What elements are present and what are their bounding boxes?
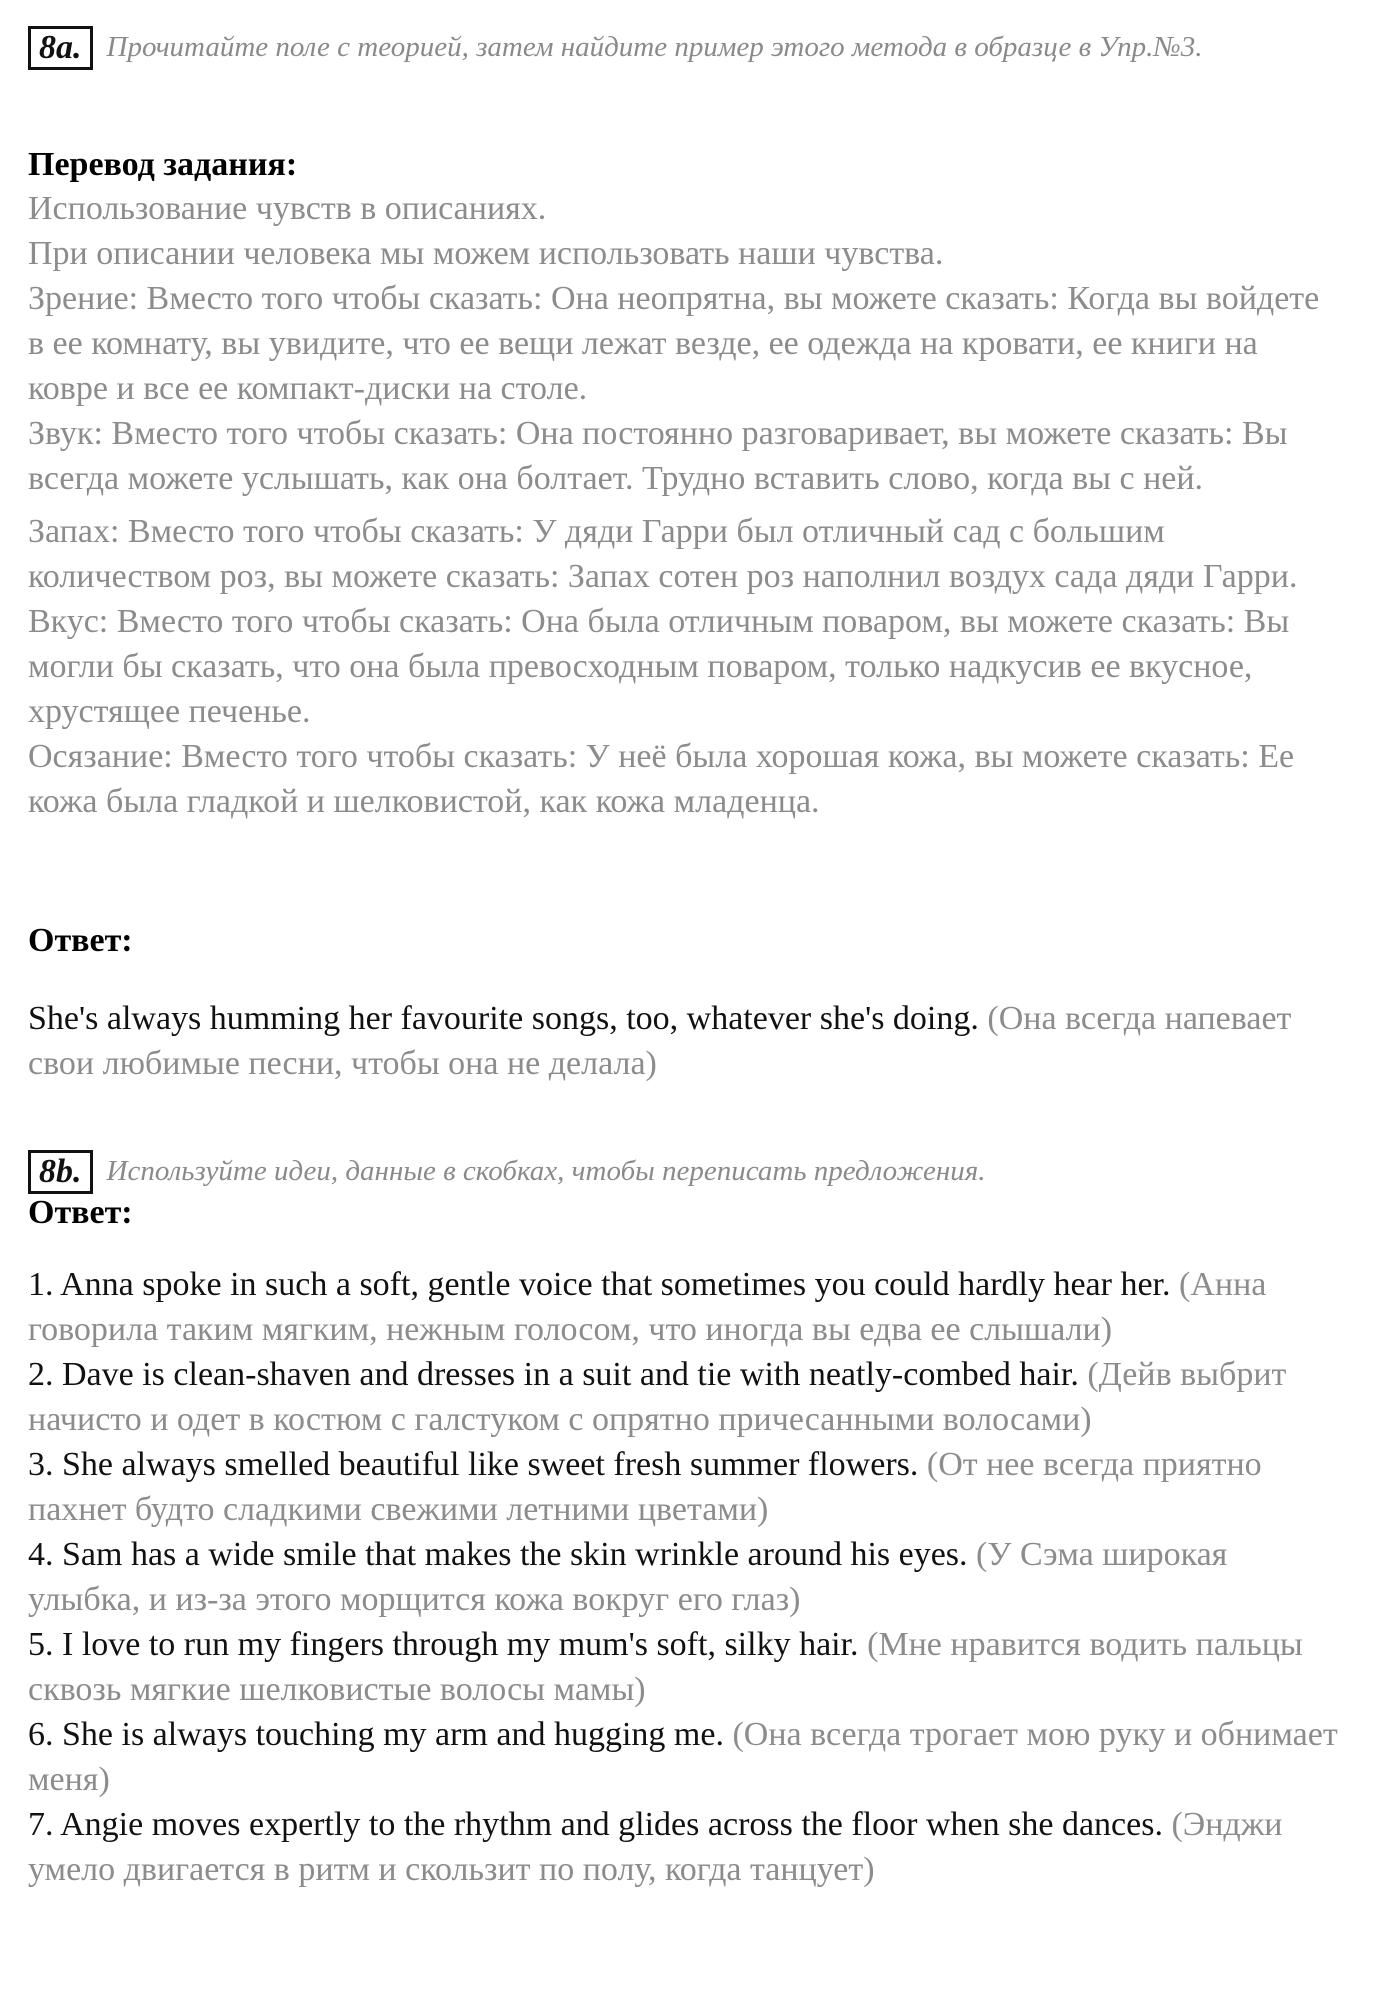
answer-russian: (У Сэма широкая улыбка, и из-за этого морщится кожа вокруг его глаз) xyxy=(28,1536,1228,1618)
answer-item xyxy=(28,1532,1343,1622)
translation-line: Зрение: Вместо того чтобы сказать: Она неопрятна, вы можете сказать: Когда вы войдете в ее комнату, вы увидите, что ее вещи лежат везде, ее одежда на кровати, ее книги на ковре и все ее компакт-диски на столе. xyxy=(28,280,1320,407)
answer-russian: (От нее всегда приятно пахнет будто сладкими свежими летними цветами) xyxy=(28,1446,1262,1528)
translation-line: Осязание: Вместо того чтобы сказать: У неё была хорошая кожа, вы можете сказать: Ее кожа была гладкой и шелковистой, как кожа младенца. xyxy=(28,738,1295,820)
translation-line: При описании человека мы можем использовать наши чувства. xyxy=(28,235,944,272)
task-8a-instruction: Прочитайте поле с теорией, затем найдите пример этого метода в образце в Упр.№3. xyxy=(106,31,1203,63)
task-8b-instruction: Используйте идеи, данные в скобках, чтобы переписать предложения. xyxy=(106,1155,986,1187)
answer-english: 2. Dave is clean-shaven and dresses in a suit and tie with neatly-combed hair. xyxy=(28,1356,1079,1393)
answer-russian: (Дейв выбрит начисто и одет в костюм с галстуком с опрятно причесанными волосами) xyxy=(28,1356,1287,1438)
answer-english: 1. Anna spoke in such a soft, gentle voice that sometimes you could hardly hear her. xyxy=(28,1266,1171,1303)
translation-text xyxy=(28,186,1343,824)
task-8b-badge: 8b. xyxy=(28,1150,93,1194)
answer-english: 6. She is always touching my arm and hugging me. xyxy=(28,1716,724,1753)
answer-item xyxy=(28,1442,1343,1532)
task-8b-header xyxy=(28,1148,1348,1192)
translation-line: Запах: Вместо того чтобы сказать: У дяди Гарри был отличный сад с большим количеством роз, вы можете сказать: Запах сотен роз наполнил воздух сада дяди Гарри. xyxy=(28,513,1298,595)
answer-english: 4. Sam has a wide smile that makes the skin wrinkle around his eyes. xyxy=(28,1536,968,1573)
answer-item xyxy=(28,1712,1343,1802)
answer-english: 5. I love to run my fingers through my mum's soft, silky hair. xyxy=(28,1626,859,1663)
task-8a-answer xyxy=(28,996,1343,1086)
answer-english: She's always humming her favourite songs, too, whatever she's doing. xyxy=(28,1000,979,1037)
answer-russian: (Она всегда трогает мою руку и обнимает меня) xyxy=(28,1716,1338,1798)
translation-heading: Перевод задания: xyxy=(28,146,298,183)
answer-russian: (Она всегда напевает свои любимые песни, чтобы она не делала) xyxy=(28,1000,1292,1082)
task-8b-answer-heading: Ответ: xyxy=(28,1194,133,1231)
task-8a-badge: 8a. xyxy=(28,26,93,70)
task-8b-answers xyxy=(28,1262,1343,1892)
answer-russian: (Энджи умело двигается в ритм и скользит по полу, когда танцует) xyxy=(28,1806,1283,1888)
answer-russian: (Анна говорила таким мягким, нежным голосом, что иногда вы едва ее слышали) xyxy=(28,1266,1267,1348)
answer-item xyxy=(28,1802,1343,1892)
translation-line: Вкус: Вместо того чтобы сказать: Она была отличным поваром, вы можете сказать: Вы могли бы сказать, что она была превосходным поваром, только надкусив ее вкусное, хрустящее печенье. xyxy=(28,603,1290,730)
translation-line: Использование чувств в описаниях. xyxy=(28,190,547,227)
answer-item xyxy=(28,1622,1343,1712)
answer-english: 7. Angie moves expertly to the rhythm and glides across the floor when she dances. xyxy=(28,1806,1163,1843)
task-8a-header xyxy=(28,24,1348,68)
answer-item xyxy=(28,1352,1343,1442)
answer-item xyxy=(28,1262,1343,1352)
answer-english: 3. She always smelled beautiful like sweet fresh summer flowers. xyxy=(28,1446,919,1483)
translation-line: Звук: Вместо того чтобы сказать: Она постоянно разговаривает, вы можете сказать: Вы всегда можете услышать, как она болтает. Трудно вставить слово, когда вы с ней. xyxy=(28,415,1288,497)
task-8a-answer-heading: Ответ: xyxy=(28,922,133,959)
answer-russian: (Мне нравится водить пальцы сквозь мягкие шелковистые волосы мамы) xyxy=(28,1626,1303,1708)
